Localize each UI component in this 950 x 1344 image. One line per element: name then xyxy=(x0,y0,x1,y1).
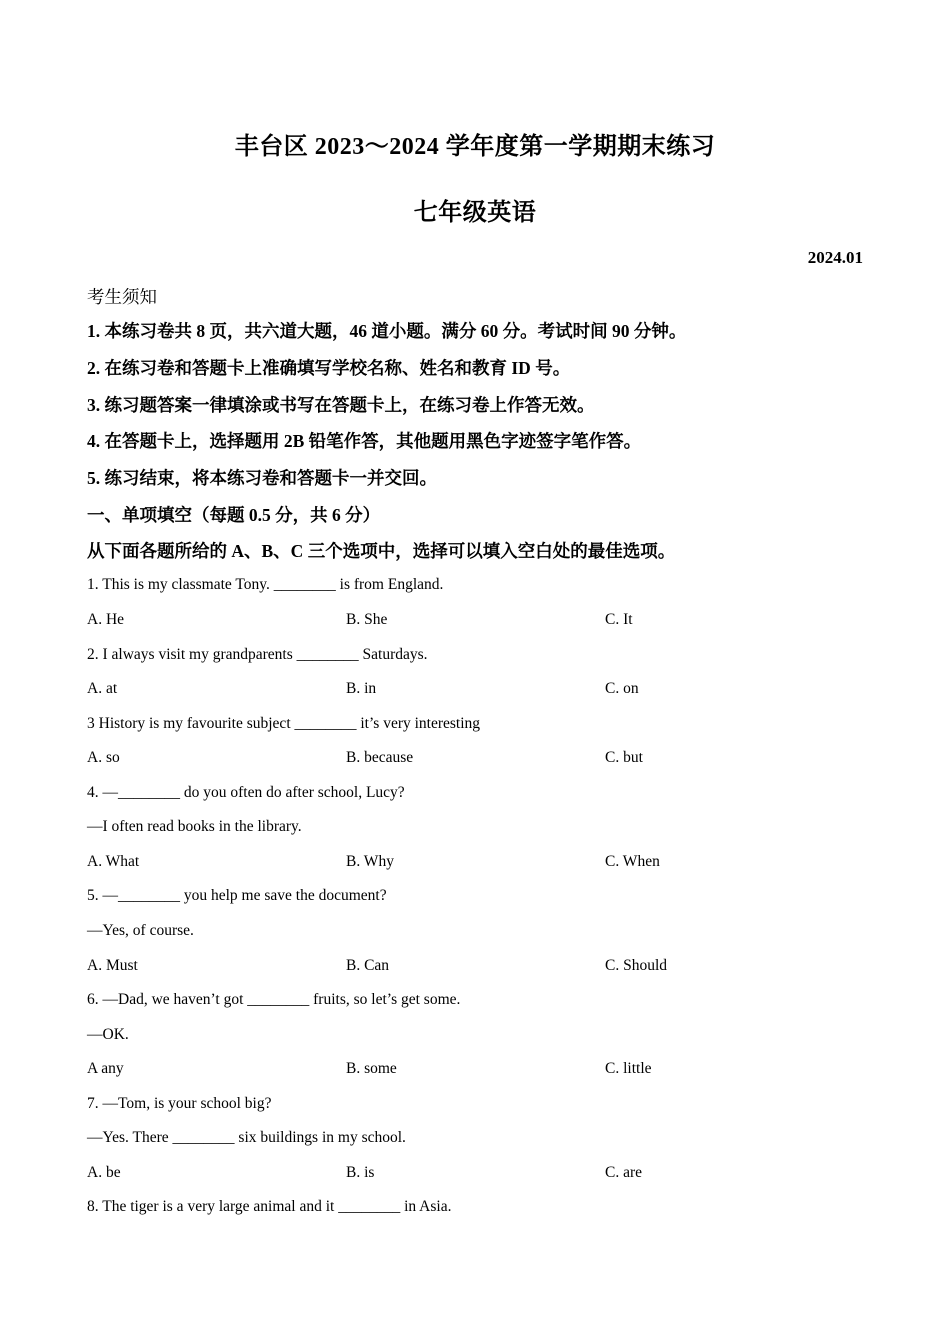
option-c: C. Should xyxy=(605,957,668,974)
question-response: —Yes. There ________ six buildings in my school. xyxy=(87,1129,406,1146)
option-b: B. is xyxy=(346,1164,375,1181)
notice-item: 2. 在练习卷和答题卡上准确填写学校名称、姓名和教育 ID 号。 xyxy=(87,358,571,378)
question-response: —I often read books in the library. xyxy=(87,818,302,835)
option-a: A any xyxy=(87,1060,124,1077)
option-c: C. When xyxy=(605,853,660,870)
section-heading: 一、单项填空（每题 0.5 分，共 6 分） xyxy=(87,505,381,525)
option-a: A. What xyxy=(87,853,140,870)
exam-date: 2024.01 xyxy=(807,248,863,267)
question-stem: 4. —________ do you often do after school, Lucy? xyxy=(87,784,405,801)
option-a: A. so xyxy=(87,749,120,766)
exam-title: 丰台区 2023～2024 学年度第一学期期末练习 xyxy=(234,134,716,160)
question-stem: 8. The tiger is a very large animal and it ________ in Asia. xyxy=(87,1198,452,1215)
question-stem: 6. —Dad, we haven’t got ________ fruits, so let’s get some. xyxy=(87,991,461,1008)
notice-heading: 考生须知 xyxy=(87,287,157,307)
question-stem: 7. —Tom, is your school big? xyxy=(87,1095,272,1112)
question-stem: 2. I always visit my grandparents ________ Saturdays. xyxy=(87,646,428,663)
option-a: A. at xyxy=(87,680,118,697)
option-b: B. She xyxy=(346,611,388,628)
option-b: B. some xyxy=(346,1060,397,1077)
option-c: C. It xyxy=(605,611,633,628)
option-c: C. but xyxy=(605,749,643,766)
notice-item: 4. 在答题卡上，选择题用 2B 铅笔作答，其他题用黑色字迹签字笔作答。 xyxy=(87,431,642,451)
option-c: C. on xyxy=(605,680,639,697)
question-response: —OK. xyxy=(87,1026,129,1043)
option-a: A. be xyxy=(87,1164,121,1181)
exam-subtitle: 七年级英语 xyxy=(413,200,537,226)
option-b: B. because xyxy=(346,749,414,766)
question-stem: 3 History is my favourite subject ________ it’s very interesting xyxy=(87,715,481,732)
option-a: A. He xyxy=(87,611,125,628)
notice-item: 5. 练习结束，将本练习卷和答题卡一并交回。 xyxy=(87,468,437,488)
question-stem: 1. This is my classmate Tony. ________ is from England. xyxy=(87,576,444,593)
notice-item: 3. 练习题答案一律填涂或书写在答题卡上，在练习卷上作答无效。 xyxy=(87,395,595,415)
option-a: A. Must xyxy=(87,957,138,974)
option-b: B. Can xyxy=(346,957,390,974)
option-c: C. are xyxy=(605,1164,643,1181)
section-instruction: 从下面各题所给的 A、B、C 三个选项中，选择可以填入空白处的最佳选项。 xyxy=(87,541,676,561)
question-response: —Yes, of course. xyxy=(87,922,194,939)
question-stem: 5. —________ you help me save the document? xyxy=(87,887,387,904)
option-c: C. little xyxy=(605,1060,652,1077)
option-b: B. in xyxy=(346,680,377,697)
option-b: B. Why xyxy=(346,853,394,870)
notice-item: 1. 本练习卷共 8 页，共六道大题，46 道小题。满分 60 分。考试时间 90 分钟。 xyxy=(87,321,687,341)
